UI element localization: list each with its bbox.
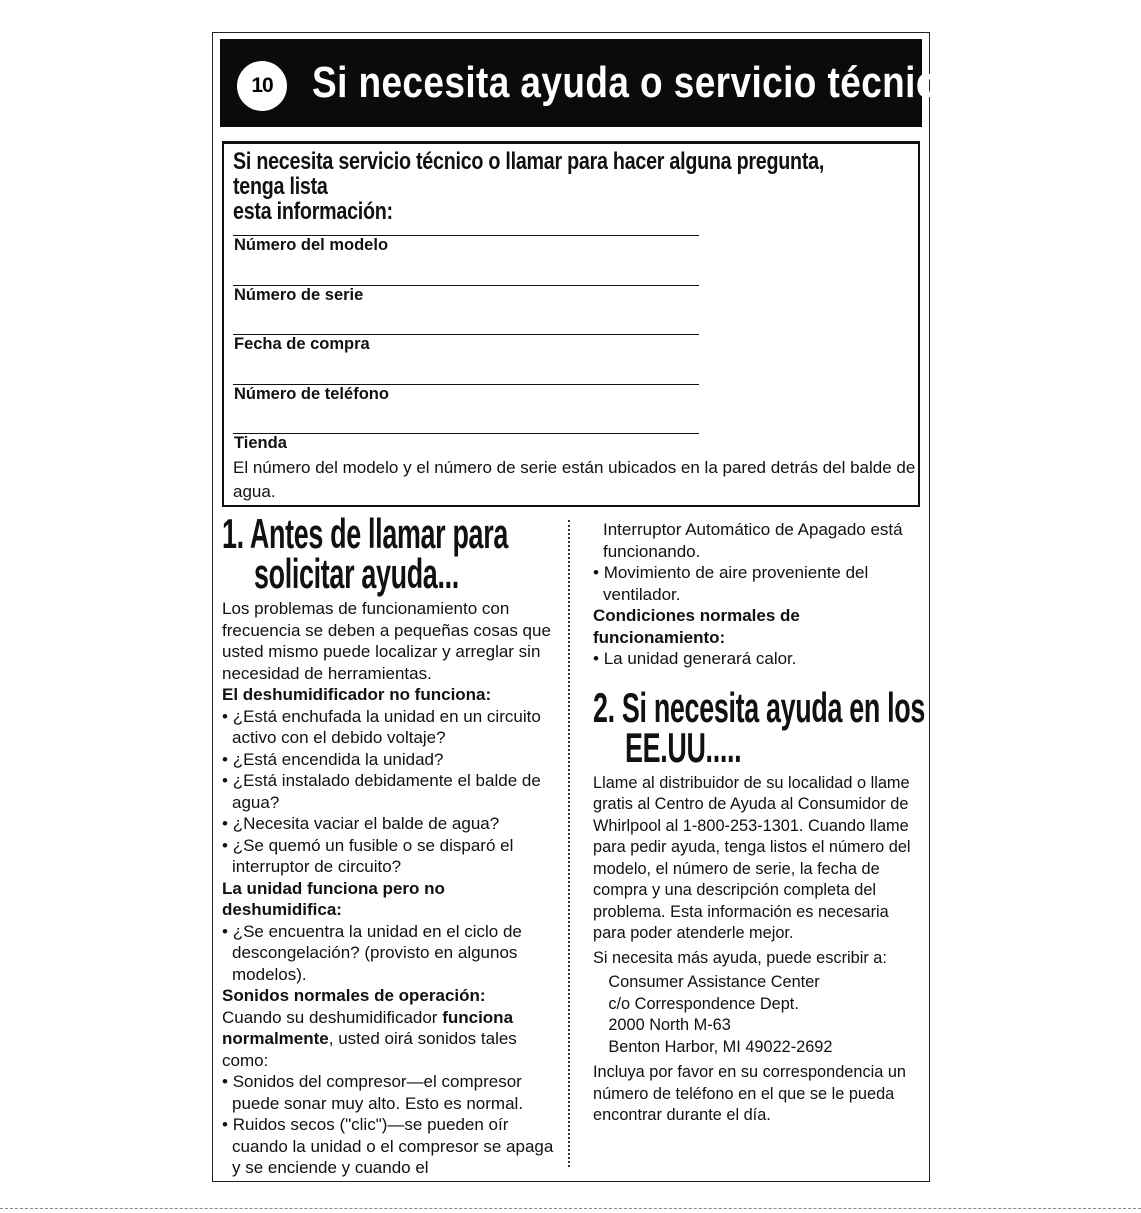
address-line: Benton Harbor, MI 49022-2692 bbox=[608, 1036, 833, 1056]
serial-location-note: El número del modelo y el número de serie están ubicados en la pared detrás del balde de agua. bbox=[233, 458, 916, 501]
info-intro-line-2: esta información: bbox=[233, 198, 393, 225]
section-1-heading-line-2: solicitar ayuda... bbox=[254, 550, 459, 597]
normal-sounds-intro bbox=[222, 1007, 558, 1072]
normal-sounds-intro-b: , usted oirá sonidos tales como: bbox=[222, 1029, 517, 1070]
list-item: • Sonidos del compresor—el compresor puede sonar muy alto. Esto es normal. bbox=[222, 1071, 558, 1114]
info-intro-line-1: Si necesita servicio técnico o llamar para hacer alguna pregunta, tenga lista bbox=[233, 148, 825, 200]
page-bottom-rule bbox=[0, 1208, 1141, 1210]
field-label: Número de serie bbox=[234, 286, 364, 304]
normal-sounds-intro-bold: funciona normalmente bbox=[222, 1007, 514, 1048]
list-item: • ¿Está enchufada la unidad en un circuito activo con el debido voltaje? bbox=[222, 706, 558, 749]
subheading-normal-sounds: Sonidos normales de operación: bbox=[222, 986, 486, 1005]
page-title: Si necesita ayuda o servicio técnico... bbox=[312, 58, 992, 107]
section-1-heading bbox=[222, 510, 508, 597]
normal-sounds-intro-a: Cuando su deshumidificador bbox=[222, 1007, 443, 1027]
address-line: 2000 North M-63 bbox=[608, 1015, 731, 1034]
list-item: • ¿Se quemó un fusible o se disparó el interruptor de circuito? bbox=[222, 835, 558, 878]
mailing-address bbox=[593, 971, 912, 1057]
subheading-normal-conditions: Condiciones normales de funcionamiento: bbox=[593, 606, 800, 647]
subheading-not-working: El deshumidificador no funciona: bbox=[222, 685, 492, 704]
field-label: Tienda bbox=[234, 434, 287, 452]
header-bar bbox=[220, 39, 992, 127]
section-number-badge: 10 bbox=[237, 61, 287, 111]
section-2-heading-line-2: EE.UU..... bbox=[625, 723, 742, 771]
list-item: • ¿Está encendida la unidad? bbox=[222, 749, 558, 771]
list-item: • Ruidos secos ("clic")—se pueden oír cuando la unidad o el compresor se apaga y se enciende y cuando el bbox=[222, 1114, 558, 1179]
field-label: Fecha de compra bbox=[234, 335, 370, 353]
section-1-column bbox=[222, 510, 558, 1179]
section-2-heading-line-2-wrap bbox=[593, 723, 805, 771]
section-2-paragraph-1: Llame al distribuidor de su localidad o llame gratis al Centro de Ayuda al Consumidor de Whirlpool al 1-800-253-1301. Cuando llame para pedir ayuda, tenga listos el número del modelo, el número de serie, la fecha de compra y una descripción completa del problema. Esta información es necesaria para poder atenderle mejor. bbox=[593, 772, 911, 942]
field-phone-number bbox=[233, 384, 699, 406]
list-item: • ¿Está instalado debidamente el balde de agua? bbox=[222, 770, 558, 813]
column-divider bbox=[568, 520, 570, 1167]
section-2-paragraph-3: Incluya por favor en su correspondencia un número de teléfono en el que se le pueda encontrar durante el día. bbox=[593, 1062, 906, 1124]
field-store bbox=[233, 433, 699, 455]
subheading-not-dehumidifying: La unidad funciona pero no deshumidifica: bbox=[222, 878, 445, 919]
section-2-paragraph-2: Si necesita más ayuda, puede escribir a: bbox=[593, 947, 887, 967]
field-purchase-date bbox=[233, 334, 699, 356]
continuation-text: Interruptor Automático de Apagado está funcionando. bbox=[603, 520, 903, 561]
list-item: • La unidad generará calor. bbox=[593, 648, 925, 670]
section-1-heading-line-2-wrap bbox=[222, 550, 459, 597]
address-line: Consumer Assistance Center bbox=[608, 972, 820, 991]
section-2-column bbox=[593, 519, 925, 1126]
service-info-box bbox=[222, 141, 920, 507]
field-label: Número de teléfono bbox=[234, 385, 389, 403]
list-item: • Movimiento de aire proveniente del ventilador. bbox=[593, 562, 925, 605]
section-1-intro: Los problemas de funcionamiento con frecuencia se deben a pequeñas cosas que usted mismo puede localizar y arreglar sin necesidad de herramientas. bbox=[222, 599, 551, 683]
section-2-heading bbox=[593, 683, 925, 771]
list-item: • ¿Se encuentra la unidad en el ciclo de descongelación? (provisto en algunos modelos). bbox=[222, 921, 558, 986]
field-serial-number bbox=[233, 285, 699, 307]
info-intro bbox=[233, 149, 856, 224]
field-label: Número del modelo bbox=[234, 236, 389, 254]
field-model-number bbox=[233, 235, 699, 257]
section-1-heading-line-1: 1. Antes de llamar para bbox=[222, 510, 508, 557]
address-line: c/o Correspondence Dept. bbox=[608, 993, 799, 1013]
field-underline bbox=[233, 433, 699, 434]
list-item: • ¿Necesita vaciar el balde de agua? bbox=[222, 813, 558, 835]
section-2-heading-line-1: 2. Si necesita ayuda en los bbox=[593, 683, 925, 731]
